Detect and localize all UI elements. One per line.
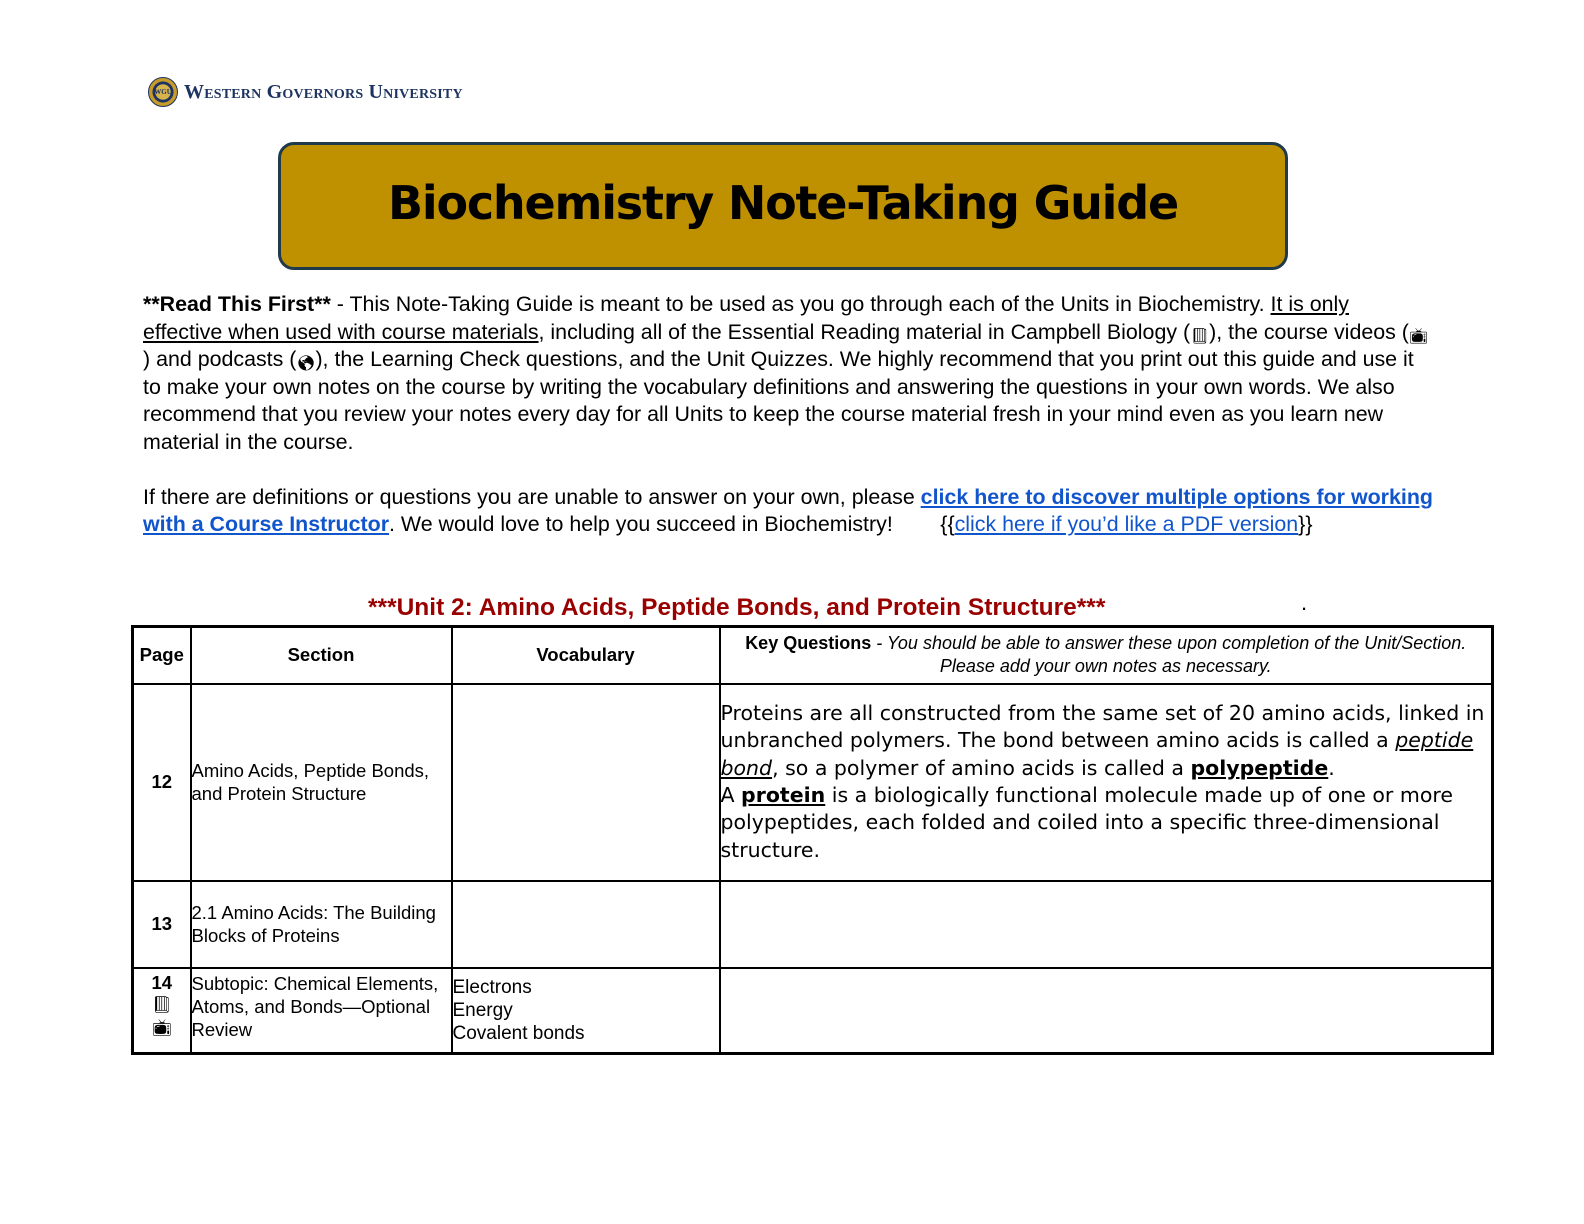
vocab-term: Electrons (452, 976, 532, 998)
row-vocabulary[interactable] (452, 968, 720, 1054)
effective-note: It is only effective when used with course materials (143, 292, 1349, 344)
row-section: Amino Acids, Peptide Bonds, and Protein Structure (191, 684, 452, 881)
row-key-questions[interactable] (720, 881, 1493, 968)
wgu-seal-icon: WGU (148, 77, 178, 107)
row-key-questions[interactable]: Proteins are all constructed from the same set of 20 amino acids, linked in unbranched polymers. The bond between amino acids is called a peptide bond, so a polymer of amino acids is called a polypeptide. A protein is a biologically functional molecule made up of one or more polypeptides, each folded and coiled into a specific three-dimensional structure. (720, 684, 1493, 881)
vocab-term: Energy (452, 999, 513, 1021)
row-vocabulary[interactable] (452, 881, 720, 968)
table-row (133, 968, 1493, 1054)
podcast-icon: 🌎︎ (296, 355, 316, 373)
unit-title: ***Unit 2: Amino Acids, Peptide Bonds, and Protein Structure*** (368, 594, 1106, 621)
peptide-bond-term: peptide bond (720, 728, 1474, 780)
protein-term: protein (741, 783, 826, 807)
tv-icon: 📺︎ (151, 1019, 172, 1037)
read-first-label: **Read This First** (143, 292, 331, 316)
vocab-term: Covalent bonds (452, 1022, 585, 1044)
row-page: 13 (133, 881, 191, 968)
logo-wordmark: Western Governors University (184, 80, 463, 103)
row-section: 2.1 Amino Acids: The Building Blocks of Proteins (191, 881, 452, 968)
book-icon: 📕︎ (151, 996, 172, 1014)
tv-icon: 📺︎ (1408, 327, 1428, 345)
intro-paragraph-1: **Read This First** - This Note-Taking Guide is meant to be used as you go through each of the Units in Biochemistry. It is only effective when used with course materials, including all of the Essential Reading material in Campbell Biology (📕︎), the course videos (📺︎) and podcasts (🌎︎), the Learning Check questions, and the Unit Quizzes. We highly recommend that you print out this guide and use it to make your own notes on the course by writing the vocabulary definitions and answering the questions in your own words. We also recommend that you review your notes every day for all Units to keep the course material fresh in your mind even as you learn new material in the course. (143, 292, 1428, 454)
polypeptide-term: polypeptide (1190, 755, 1329, 780)
table-row (133, 881, 1493, 968)
intro-paragraph-2: If there are definitions or questions you are unable to answer on your own, please click here to discover multiple options for working with a Course Instructor. We would love to help you succeed in Biochemistry! {{click here if you’d like a PDF version}} (143, 484, 1433, 537)
row-key-questions[interactable] (720, 968, 1493, 1054)
header-section: Section (191, 627, 452, 684)
book-icon: 📕︎ (1190, 327, 1210, 345)
stray-mark: . (1301, 590, 1308, 615)
table-header-row (133, 627, 1493, 684)
row-section: Subtopic: Chemical Elements, Atoms, and Bonds—Optional Review (191, 968, 452, 1054)
title-banner (278, 142, 1288, 270)
wgu-logo (148, 77, 463, 107)
row-page: 14 📕︎ 📺︎ (133, 968, 191, 1054)
note-taking-table (131, 625, 1494, 1055)
course-instructor-link[interactable]: click here to discover multiple options for working with a Course Instructor (143, 484, 1433, 537)
table-row (133, 684, 1493, 881)
intro-text (143, 291, 1433, 539)
row-page: 12 (133, 684, 191, 881)
pdf-version-link[interactable]: click here if you’d like a PDF version (954, 512, 1299, 537)
header-key-questions: Key Questions - You should be able to answer these upon completion of the Unit/Section. Please add your own notes as necessary. (720, 627, 1493, 684)
row-vocabulary[interactable] (452, 684, 720, 881)
header-vocabulary: Vocabulary (452, 627, 720, 684)
header-page: Page (133, 627, 191, 684)
page-title: Biochemistry Note-Taking Guide (388, 176, 1178, 230)
